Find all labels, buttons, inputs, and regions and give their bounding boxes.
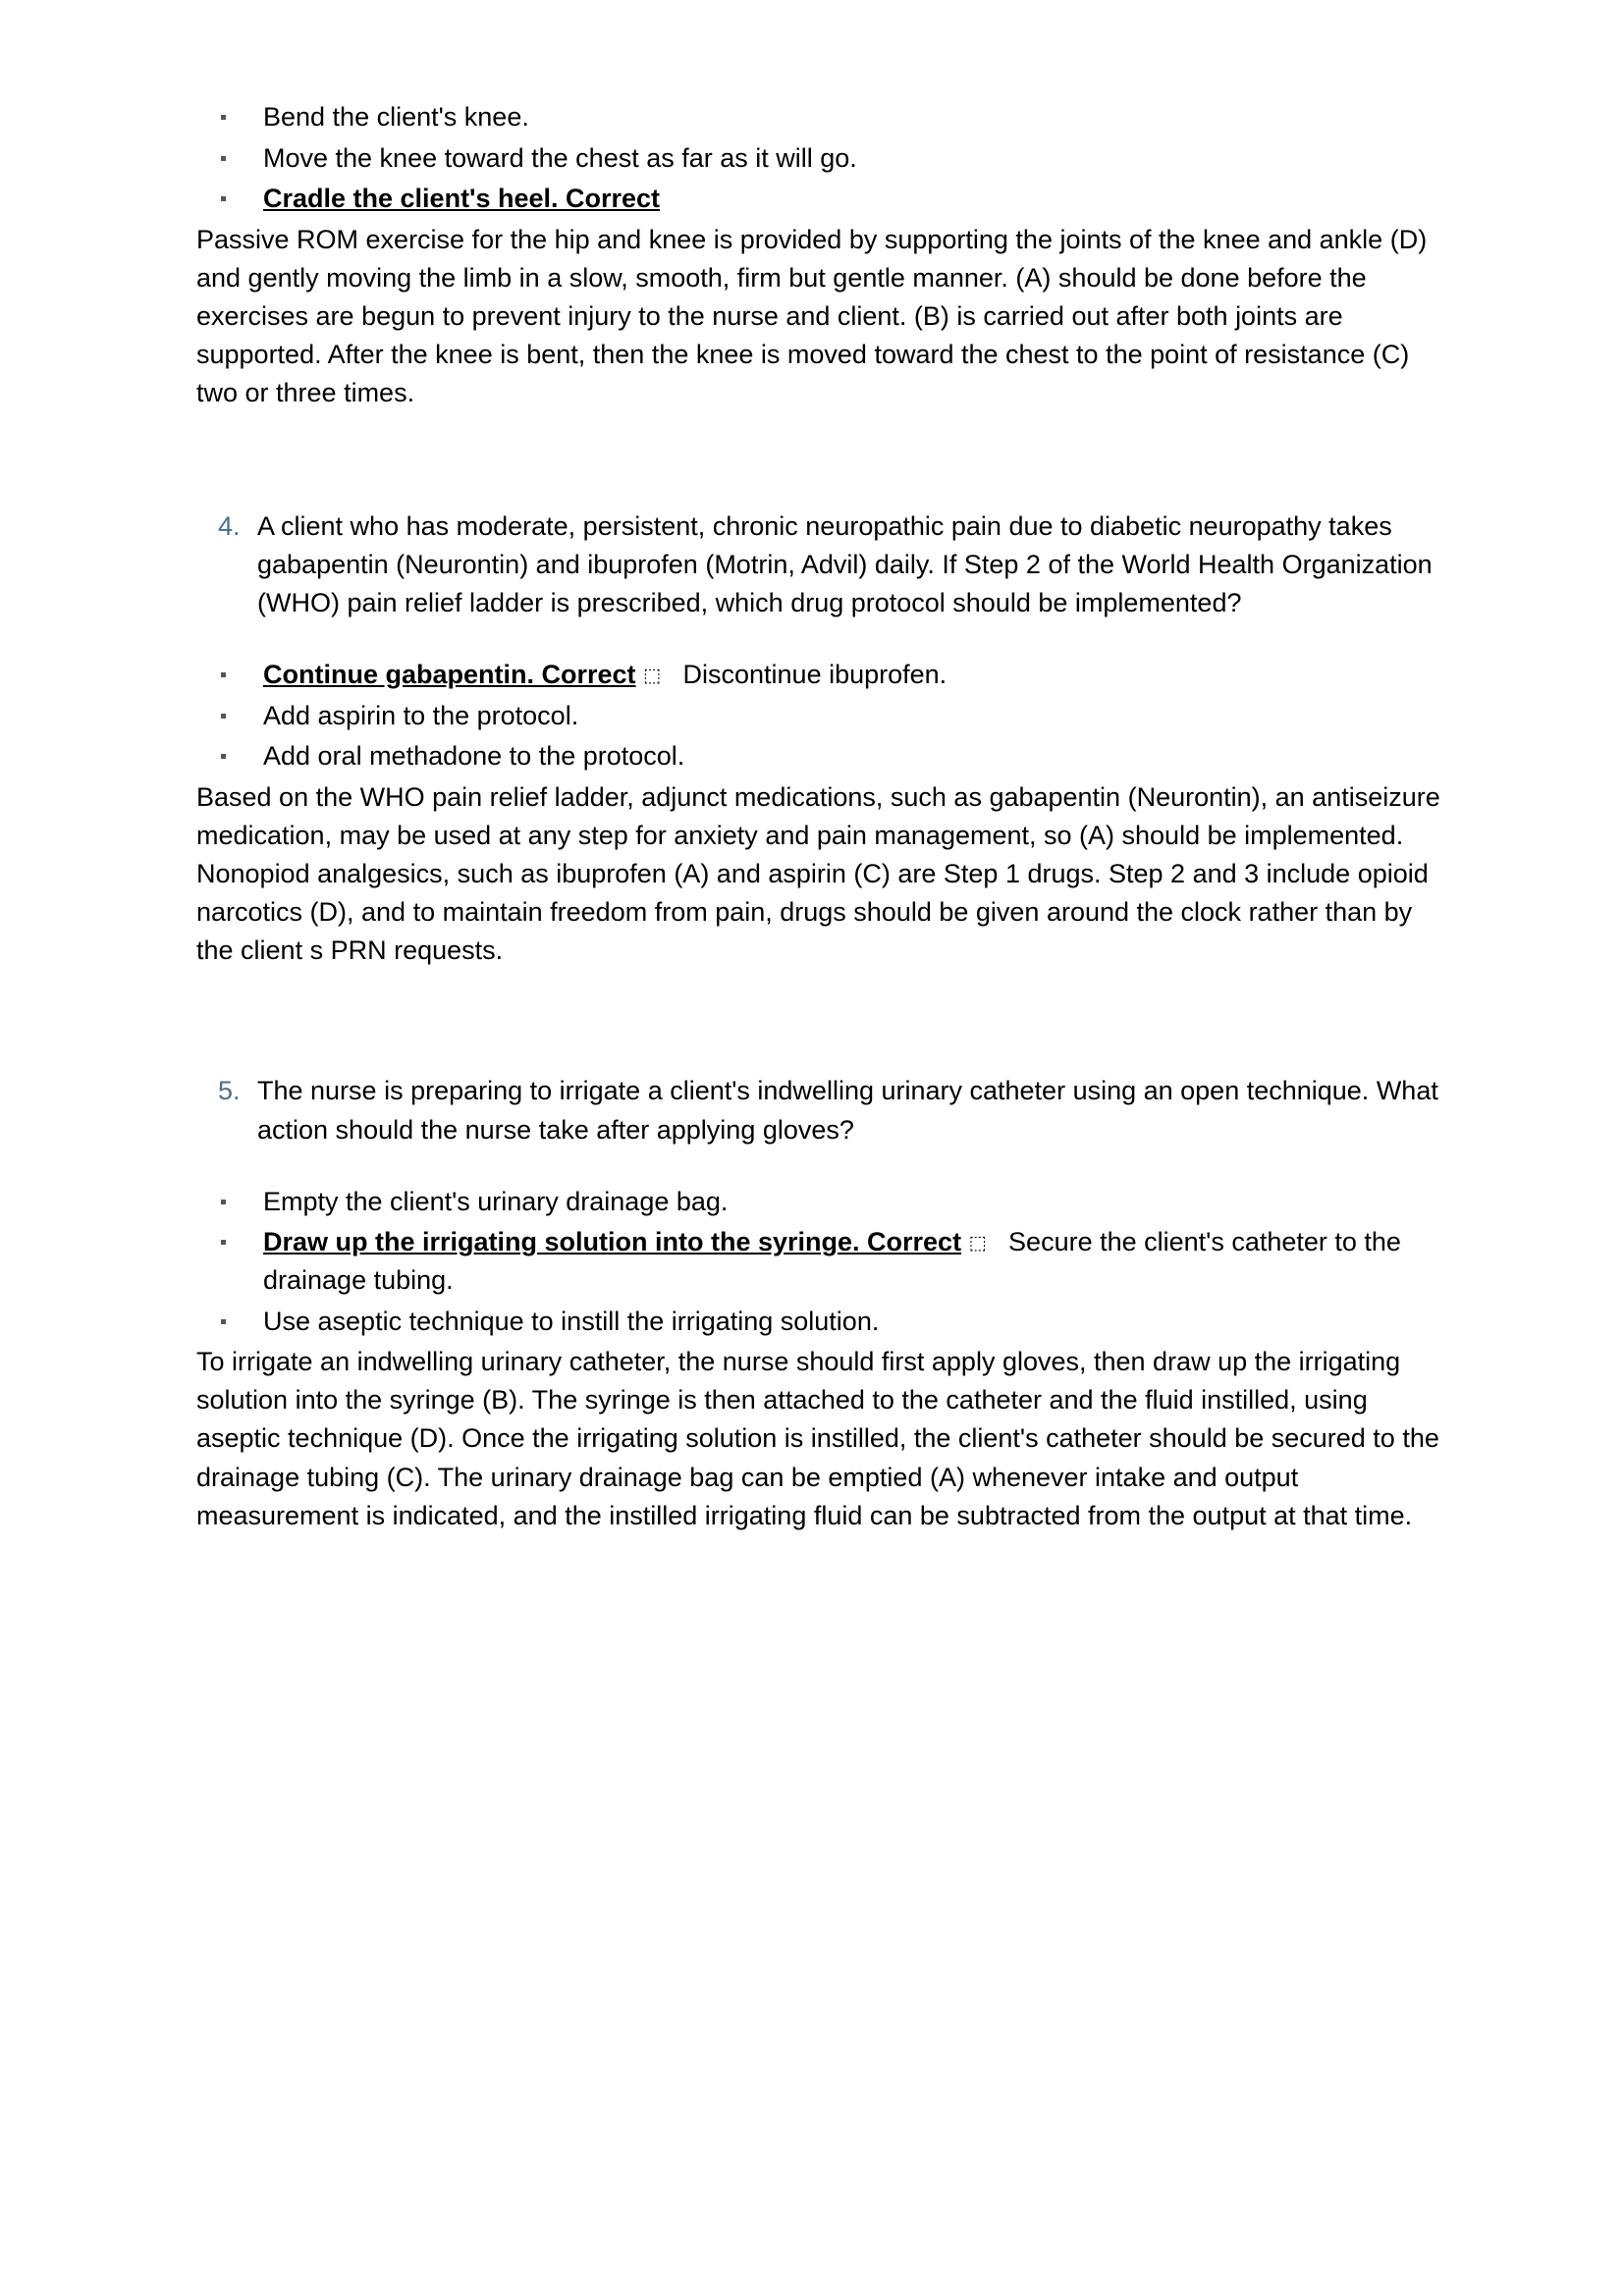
document-content bbox=[196, 98, 1453, 1535]
answer-option-tail: Discontinue ibuprofen. bbox=[682, 659, 947, 689]
answer-option-label: Draw up the irrigating solution into the syringe. Correct bbox=[263, 1227, 962, 1257]
answer-option-label: Use aseptic technique to instill the irrigating solution. bbox=[263, 1306, 880, 1336]
rationale-paragraph: Based on the WHO pain relief ladder, adjunct medications, such as gabapentin (Neurontin), an antiseizure medication, may be used at any step for anxiety and pain management, so (A) should be implemented. Nonopiod analgesics, such as ibuprofen (A) and aspirin (C) are Step 1 drugs. Step 2 and 3 include opioid narcotics (D), and to maintain freedom from pain, drugs should be given around the clock rather than by the client s PRN requests. bbox=[196, 781, 1440, 966]
answer-option-label: Cradle the client's heel. Correct bbox=[263, 184, 661, 214]
answer-option-tail: Secure the client's catheter to the drainage tubing. bbox=[263, 1227, 1401, 1295]
answer-options-q4 bbox=[196, 656, 1453, 775]
question-stem-row bbox=[196, 1072, 1453, 1148]
answer-option-correct[interactable] bbox=[196, 656, 1453, 694]
question-block-4 bbox=[196, 507, 1453, 971]
answer-option[interactable] bbox=[196, 1303, 1453, 1341]
answer-options-top bbox=[196, 98, 1453, 218]
answer-option[interactable] bbox=[196, 737, 1453, 775]
question-block-5 bbox=[196, 1072, 1453, 1534]
answer-option-label: Empty the client's urinary drainage bag. bbox=[263, 1186, 729, 1216]
checkbox-glyph-icon: ⬚ bbox=[968, 1232, 987, 1255]
rationale-paragraph: To irrigate an indwelling urinary catheter, the nurse should first apply gloves, then draw up the irrigating solution into the syringe (B). The syringe is then attached to the catheter and the fluid instilled, using aseptic technique (D). Once the irrigating solution is instilled, the client's catheter should be secured to the drainage tubing (C). The urinary drainage bag can be emptied (A) whenever intake and output measurement is indicated, and the instilled irrigating fluid can be subtracted from the output at that time. bbox=[196, 1347, 1439, 1530]
checkbox-glyph-icon: ⬚ bbox=[643, 664, 661, 686]
question-text: The nurse is preparing to irrigate a client's indwelling urinary catheter using an open technique. What action should the nurse take after applying gloves? bbox=[257, 1076, 1438, 1145]
answer-option-label: Add aspirin to the protocol. bbox=[263, 700, 579, 730]
answer-options-q5 bbox=[196, 1183, 1453, 1340]
rationale-paragraph: Passive ROM exercise for the hip and knee is provided by supporting the joints of the knee and ankle (D) and gently moving the limb in a slow, smooth, firm but gentle manner. (A) should be done before the exercises are begun to prevent injury to the nurse and client. (B) is carried out after both joints are supported. After the knee is bent, then the knee is moved toward the chest to the point of resistance (C) two or three times. bbox=[196, 224, 1428, 408]
answer-option-label: Bend the client's knee. bbox=[263, 102, 529, 132]
answer-option-label: Add oral methadone to the protocol. bbox=[263, 741, 685, 772]
stem-options-spacer bbox=[196, 622, 1453, 656]
answer-option[interactable] bbox=[196, 139, 1453, 178]
answer-option[interactable] bbox=[196, 1183, 1453, 1221]
question-number: 4. bbox=[218, 510, 241, 541]
question-stem-row bbox=[196, 507, 1453, 622]
answer-option-label: Continue gabapentin. Correct bbox=[263, 659, 636, 689]
question-text: A client who has moderate, persistent, chronic neuropathic pain due to diabetic neuropathy takes gabapentin (Neurontin) and ibuprofen (Motrin, Advil) daily. If Step 2 of the World Health Organization (WHO) pain relief ladder is prescribed, which drug protocol should be implemented? bbox=[257, 510, 1433, 617]
section-spacer bbox=[196, 413, 1453, 507]
answer-option-correct[interactable] bbox=[196, 180, 1453, 218]
answer-option-correct[interactable] bbox=[196, 1223, 1453, 1299]
section-spacer bbox=[196, 970, 1453, 1072]
answer-option[interactable] bbox=[196, 697, 1453, 735]
question-number: 5. bbox=[218, 1076, 241, 1106]
stem-options-spacer bbox=[196, 1149, 1453, 1183]
answer-option[interactable] bbox=[196, 98, 1453, 136]
answer-option-label: Move the knee toward the chest as far as it will go. bbox=[263, 142, 857, 173]
